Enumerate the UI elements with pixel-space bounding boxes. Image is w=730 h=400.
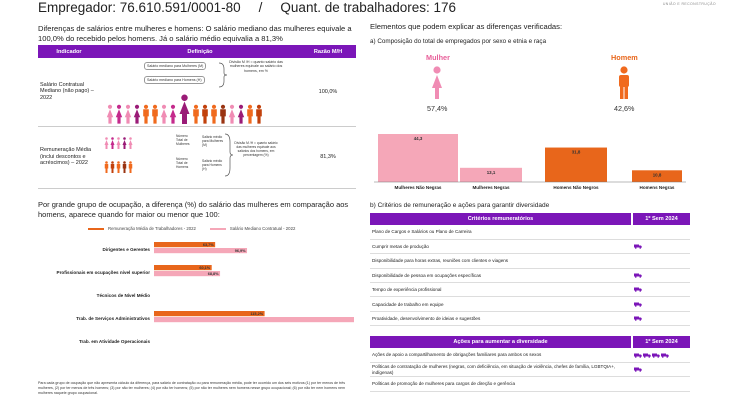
criterion-label: Cumprir metas de produção [370,239,632,253]
right-title: Elementos que podem explicar as diferenças verificadas: [370,22,563,31]
criterion-label: Capacidade de trabalho em equipe [370,297,632,311]
women-percent: 57,4% [427,104,448,113]
worker-count: Quant. de trabalhadores: 176 [280,0,457,15]
criterion-mark [632,239,690,253]
criterion-mark [632,268,690,282]
ratio-cell: 100,0% [300,58,356,126]
category-label: Dirigentes e Gerentes [102,247,150,252]
check-mark-icon [634,302,642,307]
table-row [370,225,690,239]
table-row [370,254,690,268]
composition-subtitle: a) Composição do total de empregados por sexo e etnia e raça [370,38,547,45]
check-mark-icon [643,353,651,358]
man-icon [116,161,121,173]
col-indicator: Indicador [38,45,100,58]
employer-id: Empregador: 76.610.591/0001-80 [38,0,241,15]
bar-value-label: 63,7% [202,243,214,248]
composition-category-label: Homens Negras [639,185,675,190]
woman-icon [110,137,115,149]
table-row [370,377,690,391]
indicator-table [38,45,356,189]
check-mark-icon [661,353,669,358]
criterion-label: Plano de Cargos e Salários ou Plano de Carreira [370,225,632,239]
woman-icon [237,104,245,124]
man-icon [104,161,109,173]
table-row [370,297,690,311]
man-icon [201,104,209,124]
woman-icon [160,104,168,124]
people-row-men [104,161,133,173]
woman-icon [116,137,121,149]
mean-division-text: Divisão M /H = quanto salário das mulheres equivale aos salários dos homens, em percentagem (%) [234,140,278,158]
check-mark-icon [634,244,642,249]
criterion-mark [632,297,690,311]
table-row [38,126,356,188]
legend-label: Remuneração Média de Trabalhadores - 2022 [108,226,196,231]
header-separator: / [258,0,263,15]
criterion-mark [632,377,690,391]
definition-diagram [100,126,300,188]
bar-median-salary [154,248,247,253]
occupation-bar-chart [38,238,354,358]
indicator-cell: Salário Contratual Mediano (não pago) – 2022 [38,58,100,126]
col-ratio: Razão M/H [300,45,356,58]
ratio-cell: 81,3% [300,126,356,188]
woman-icon [104,137,109,149]
check-mark-icon [634,287,642,292]
criterion-mark [632,283,690,297]
criterion-label: Proatividade, desenvolvimento de ideias e sugestões [370,311,632,325]
men-heading: Homem [611,53,638,62]
brace-icon [224,133,234,177]
criteria-subtitle: b) Critérios de remuneração e ações para garantir diversidade [370,202,550,209]
man-icon [617,66,631,100]
composition-value-label: 13,1 [486,169,496,175]
composition-bar-chart [370,130,688,200]
woman-icon [122,137,127,149]
composition-category-label: Homens Não Negros [553,185,599,190]
category-label: Técnicos de Nível Médio [96,293,150,298]
median-women-box: Salário mediano para Mulheres (M) [144,62,206,70]
table-row [370,362,690,376]
table-row [370,311,690,325]
criterion-label: Políticas de contratação de mulheres (negras, com deficiência, em situação de violência, chefes de família, LGBTQIA+, indígenas) [370,362,632,376]
check-mark-icon [634,273,642,278]
bar-value-label: 115,2% [250,312,264,317]
definition-diagram [100,58,300,126]
bar-remuneration [154,311,265,316]
salary-intro: Diferenças de salários entre mulheres e homens: O salário mediano das mulheres equivale a 100,0% do recebido pelos homens. Já o salário médio equivalia a 81,3% [38,24,352,43]
legend-item [88,226,196,231]
indicator-cell: Remuneração Média (inclui descontos e acréscimos) – 2022 [38,126,100,188]
legend-swatch [88,228,104,231]
criteria-period-header: 1º Sem 2024 [632,213,690,225]
bar-value-label: 68,8% [207,272,219,277]
table-row [370,268,690,282]
legend-item [210,226,295,231]
woman-icon [128,137,133,149]
criterion-label: Disponibilidade para horas extras, reuniões com clientes e viagens [370,254,632,268]
salary-men-label: Salário médio para Homens (H) [202,158,223,172]
legend-swatch [210,228,226,231]
criterion-mark [632,254,690,268]
table-row [38,58,356,126]
woman-icon [169,104,177,124]
criterion-mark [632,225,690,239]
check-mark-icon [652,353,660,358]
diversity-header: Ações para aumentar a diversidade [370,336,632,348]
legend-label: Salário Mediano Contratual - 2022 [229,226,296,231]
check-mark-icon [634,367,642,372]
men-percent: 42,6% [614,104,635,113]
woman-icon [228,104,236,124]
diversity-period-header: 1º Sem 2024 [632,336,690,348]
composition-bar [378,134,458,182]
woman-icon [133,104,141,124]
footnote: Para cada grupo de ocupação que não apresenta cálculo da diferença, para salário de contratação ou para remuneração média, pode ter ocorrido um dos seis motivos:(1) por ter menos de três mulheres, (2) por ter menos de três homens; (3) por não ter mulheres; (4) por não ter homens; (5) por não ter mulheres nem homens nesse grupo ocupacional; (6) por não ter nem homens nem mulheres naquele grupo ocupacional. [38,381,346,395]
col-definition: Definição [100,45,300,58]
criterion-mark [632,348,690,362]
woman-icon [124,104,132,124]
table-row [370,283,690,297]
man-icon [142,104,150,124]
criterion-mark [632,311,690,325]
composition-value-label: 44,3 [413,136,423,141]
check-mark-icon [634,353,642,358]
bar-median-salary [154,317,354,322]
brace-icon [218,62,228,88]
man-icon [128,161,133,173]
man-icon [210,104,218,124]
criterion-label: Tempo de experiência profissional [370,283,632,297]
diversity-table [370,336,690,392]
composition-value-label: 10,8 [652,172,662,178]
woman-icon [115,104,123,124]
women-heading: Mulher [426,53,450,62]
composition-value-label: 31,8 [571,149,581,155]
man-icon [246,104,254,124]
total-women-label: Número Total de Mulheres [176,133,190,147]
bar-value-label: 60,1% [199,266,211,271]
salary-women-label: Salário médio para Mulheres (M) [202,134,224,148]
people-row [106,94,263,124]
check-mark-icon [634,316,642,321]
occupation-title: Por grande grupo de ocupação, a diferença (%) do salário das mulheres em comparação aos homens, aparece quando for maior ou menor que 100: [38,200,349,219]
logo-text: UNIÃO E RECONSTRUÇÃO [662,2,716,6]
table-row [370,348,690,362]
category-label: Trab. de Serviços Administrativos [76,316,150,321]
category-label: Profissionais em ocupações nível superior [56,270,150,275]
page-header [38,0,456,16]
woman-icon [178,94,191,124]
criteria-header: Critérios remuneratórios [370,213,632,225]
criterion-mark [632,362,690,376]
man-icon [151,104,159,124]
bar-value-label: 96,9% [234,249,246,254]
composition-category-label: Mulheres Negras [472,185,510,190]
people-row-women [104,137,133,149]
category-label: Trab. em Atividade Operacionais [78,339,150,344]
criterion-label: Ações de apoio a compartilhamento de obrigações familiares para ambos os sexos [370,348,632,362]
median-men-box: Salário mediano para Homens (H) [144,76,205,84]
table-row [370,239,690,253]
man-icon [255,104,263,124]
total-men-label: Número Total de Homens [176,156,189,170]
criteria-table [370,213,690,326]
woman-icon [430,66,444,100]
median-division-text: Divisão M /H = quanto salário das mulheres equivale ao salário dos homens, em % [229,60,283,73]
man-icon [122,161,127,173]
criterion-label: Disponibilidade de pessoa em ocupações específicas [370,268,632,282]
criterion-label: Políticas de promoção de mulheres para cargos de direção e gerência [370,377,632,391]
man-icon [192,104,200,124]
man-icon [110,161,115,173]
occupation-legend [88,226,295,231]
woman-icon [106,104,114,124]
man-icon [219,104,227,124]
composition-category-label: Mulheres Não Negras [394,185,442,190]
